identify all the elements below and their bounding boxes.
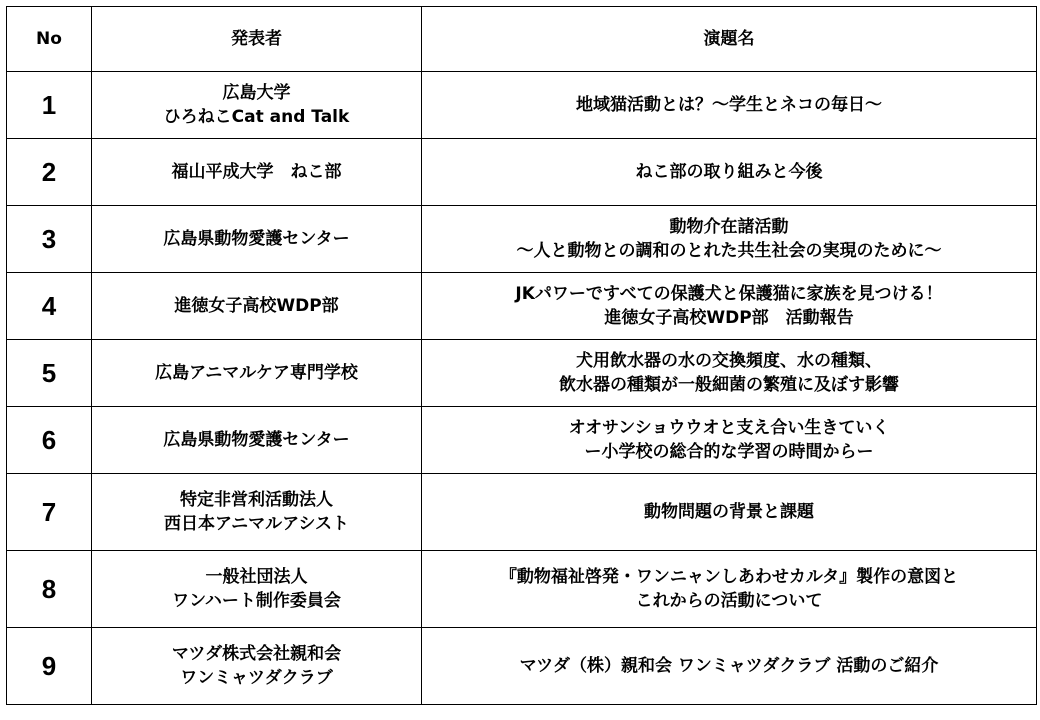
table-row (7, 72, 1037, 139)
title-line: 動物介在諸活動 (669, 217, 789, 237)
presenter-line: 広島大学 (222, 83, 291, 103)
table-row (7, 474, 1037, 551)
row-number: 8 (7, 551, 92, 628)
title-line: オオサンショウウオと支え合い生きていく (568, 418, 890, 438)
title-line: JKパワーですべての保護犬と保護猫に家族を見つける！ (515, 284, 943, 304)
presenter-cell (92, 407, 422, 474)
header-row (7, 7, 1037, 72)
presenter-line: 特定非営利活動法人 (180, 490, 333, 510)
row-number: 1 (7, 72, 92, 139)
table-row (7, 139, 1037, 206)
row-number: 4 (7, 273, 92, 340)
title-line: 『動物福祉啓発・ワンニャンしあわせカルタ』製作の意図と (499, 567, 959, 587)
presenter-line: ひろねこCat and Talk (163, 107, 350, 127)
title-cell (422, 628, 1037, 705)
title-line: マツダ（株）親和会 ワンミャツダクラブ 活動のご紹介 (519, 656, 939, 676)
header-title: 演題名 (422, 7, 1037, 72)
presenter-cell (92, 474, 422, 551)
presenter-cell (92, 628, 422, 705)
title-cell (422, 474, 1037, 551)
row-number: 5 (7, 340, 92, 407)
presenter-line: 進徳女子高校WDP部 (174, 296, 339, 316)
presenter-line: 福山平成大学 ねこ部 (171, 162, 342, 182)
table-row (7, 340, 1037, 407)
title-cell (422, 72, 1037, 139)
presenter-line: 広島県動物愛護センター (163, 430, 350, 450)
row-number: 2 (7, 139, 92, 206)
presenter-cell (92, 139, 422, 206)
row-number: 6 (7, 407, 92, 474)
presenter-line: マツダ株式会社親和会 (171, 644, 342, 664)
header-presenter: 発表者 (92, 7, 422, 72)
title-cell (422, 206, 1037, 273)
presenter-line: ワンミャツダクラブ (180, 668, 333, 688)
title-cell (422, 273, 1037, 340)
presenter-cell (92, 206, 422, 273)
presenter-cell (92, 340, 422, 407)
presenter-cell (92, 551, 422, 628)
presentation-table (6, 6, 1037, 705)
title-cell (422, 407, 1037, 474)
title-line: 動物問題の背景と課題 (644, 502, 814, 522)
header-no: No (7, 7, 92, 72)
row-number: 7 (7, 474, 92, 551)
presenter-cell (92, 72, 422, 139)
title-line: 進徳女子高校WDP部 活動報告 (604, 308, 854, 328)
title-line: 地域猫活動とは？～学生とネコの毎日～ (576, 95, 882, 115)
title-line: これからの活動について (635, 591, 823, 611)
row-number: 3 (7, 206, 92, 273)
presenter-line: 一般社団法人 (205, 567, 308, 587)
title-cell (422, 551, 1037, 628)
table-row (7, 273, 1037, 340)
presenter-line: 広島アニマルケア専門学校 (155, 363, 358, 383)
table-row (7, 628, 1037, 705)
presenter-line: 西日本アニマルアシスト (164, 514, 349, 534)
table-row (7, 407, 1037, 474)
table-row (7, 206, 1037, 273)
title-line: ねこ部の取り組みと今後 (635, 162, 823, 182)
title-cell (422, 340, 1037, 407)
table-row (7, 551, 1037, 628)
title-line: 飲水器の種類が一般細菌の繁殖に及ぼす影響 (559, 375, 899, 395)
title-line: 犬用飲水器の水の交換頻度、水の種類、 (576, 351, 882, 371)
title-cell (422, 139, 1037, 206)
presenter-line: 広島県動物愛護センター (163, 229, 350, 249)
title-line: ～人と動物との調和のとれた共生社会の実現のために～ (516, 241, 942, 261)
presenter-cell (92, 273, 422, 340)
presenter-line: ワンハート制作委員会 (172, 591, 341, 611)
row-number: 9 (7, 628, 92, 705)
title-line: ー小学校の総合的な学習の時間からー (584, 442, 874, 462)
